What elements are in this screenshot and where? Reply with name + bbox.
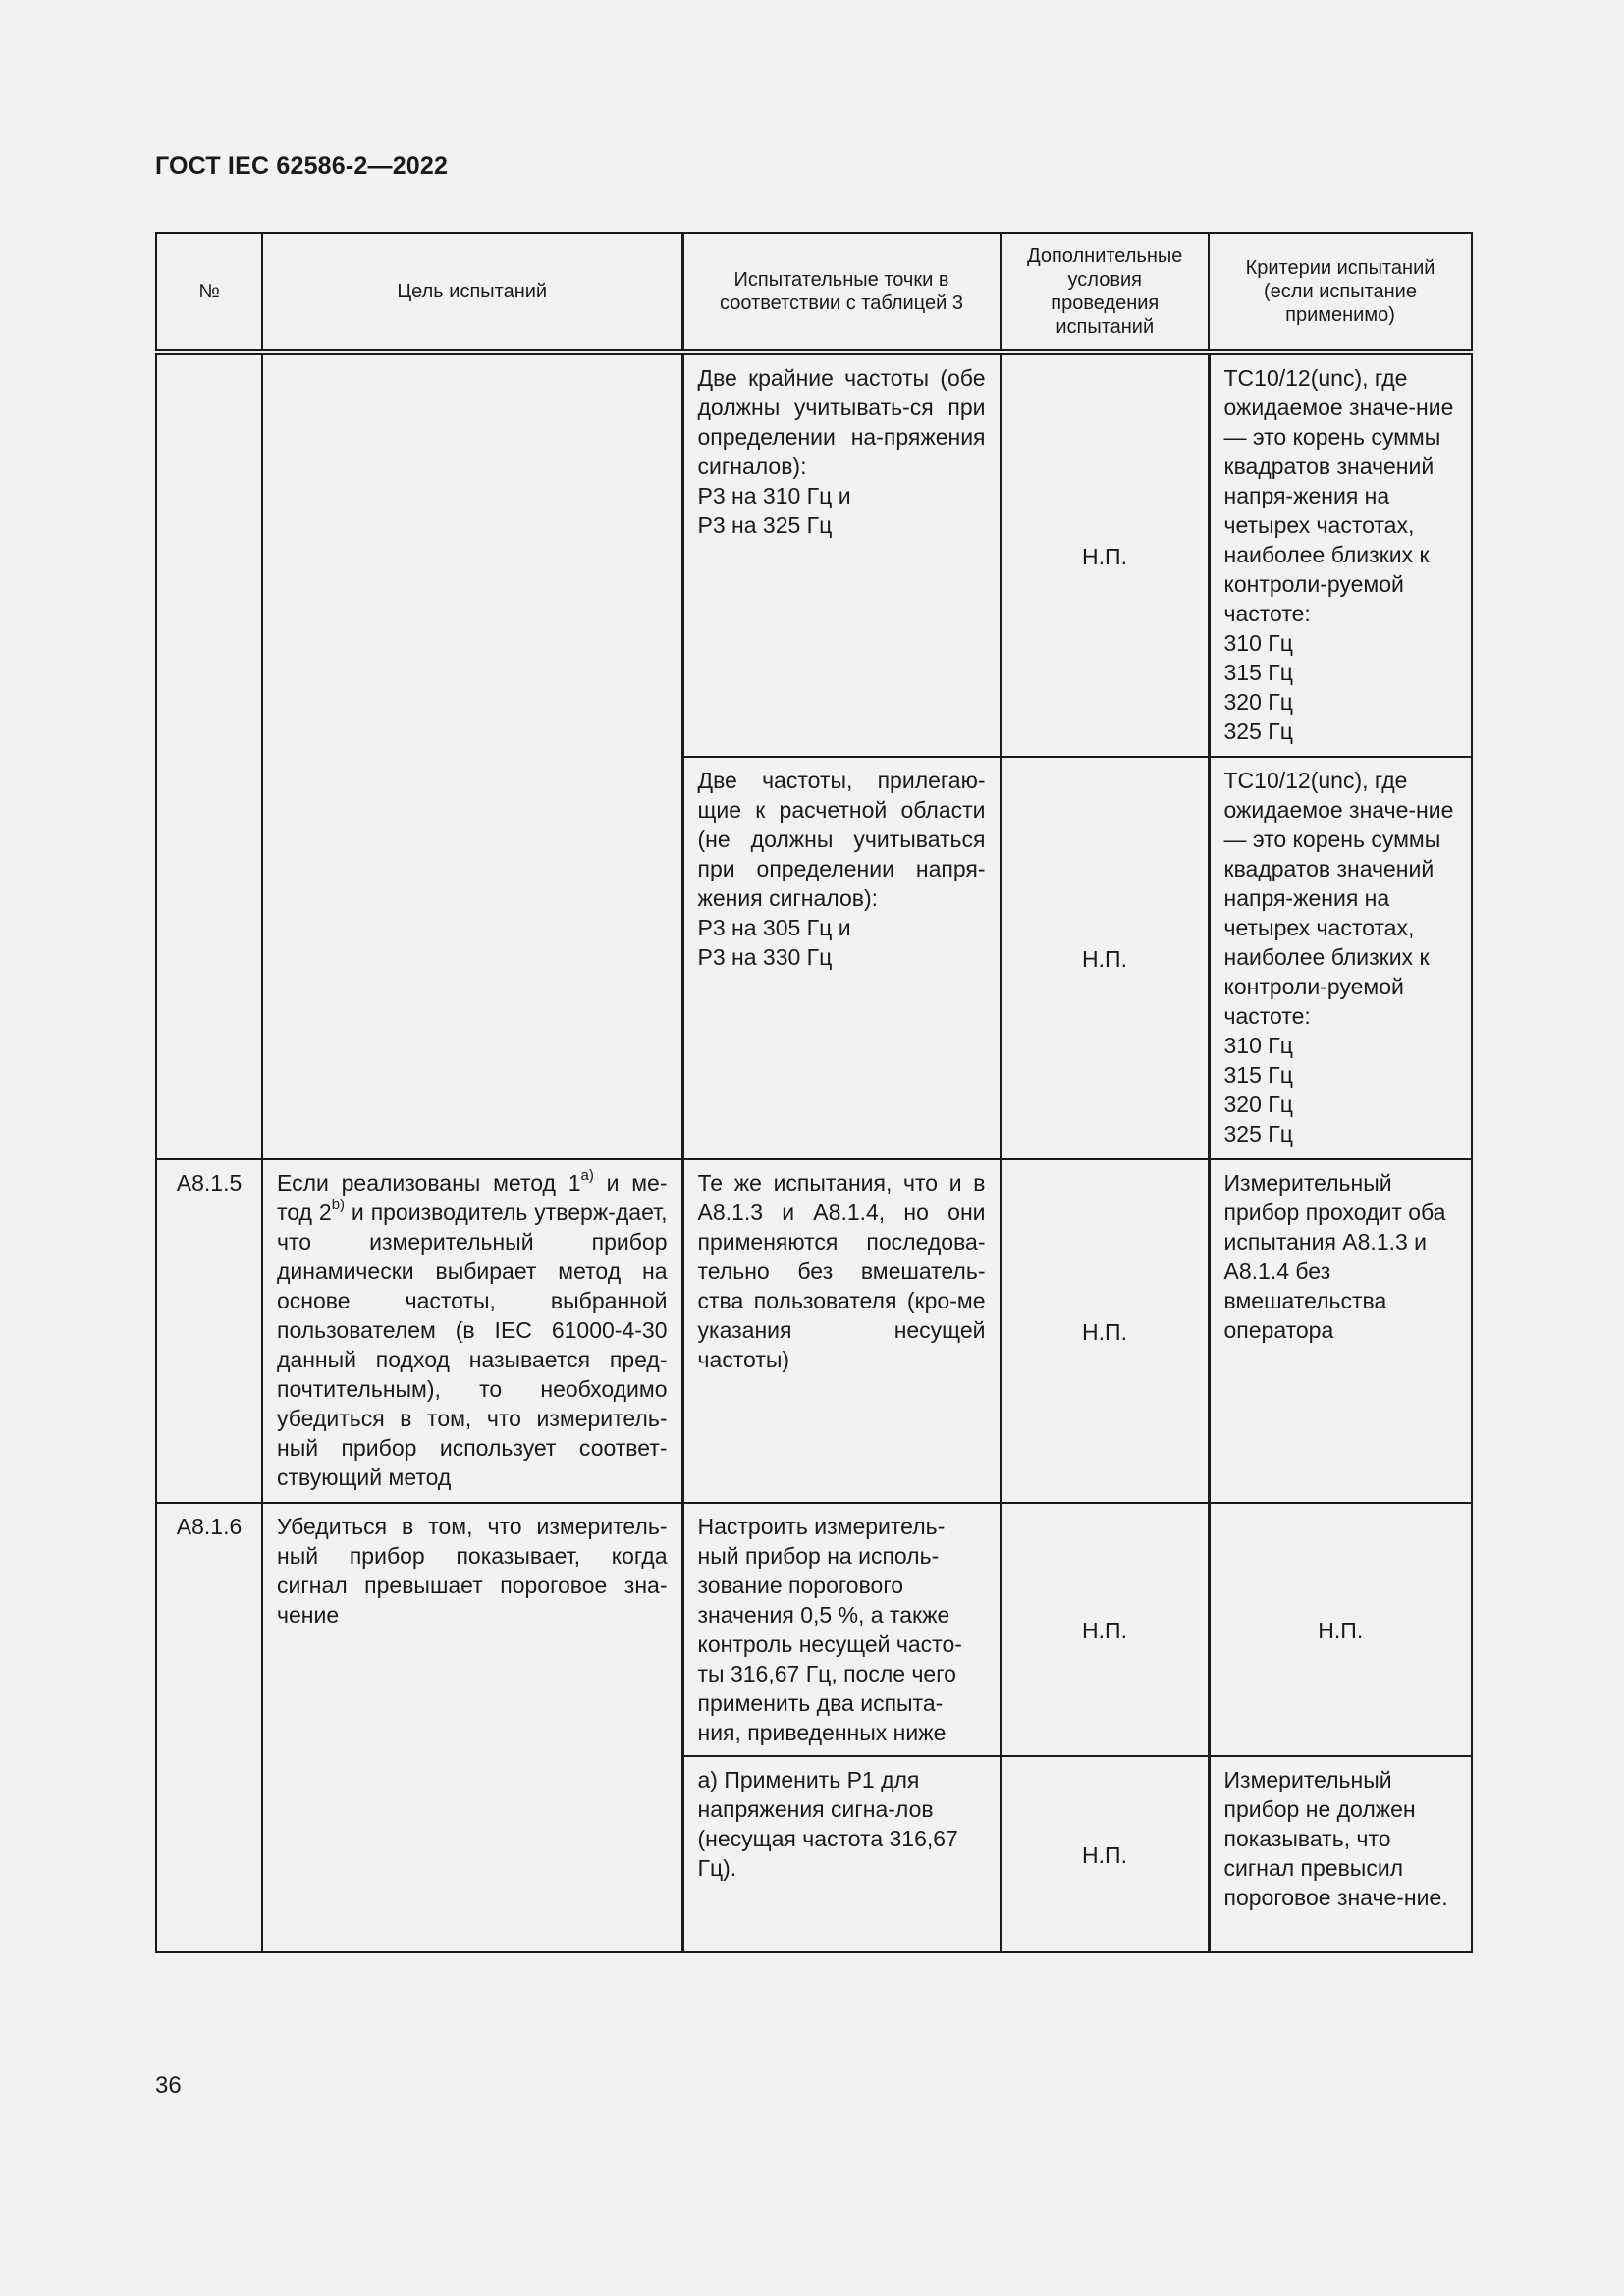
cell-conditions <box>1001 352 1209 757</box>
cell-criteria <box>1209 1756 1472 1952</box>
criteria-text: TC10/12(unc), где ожидаемое значе-ние — это корень суммы квадратов значений напря-жения на четырех частотах, наиболее близких к контроли-руемой частоте: 310 Гц 315 Гц 320 Гц 325 Гц <box>1223 768 1454 1147</box>
footnote-ref-a: a) <box>580 1167 594 1185</box>
cell-test-points <box>682 1756 1001 1952</box>
cell-conditions <box>1001 1159 1209 1503</box>
table-row <box>156 352 1472 757</box>
cell-test-points <box>682 1503 1001 1756</box>
test-points-text: Те же испытания, что и в A8.1.3 и A8.1.4, но они применяются последова-тельно без вмешатель-ства пользователя (кро-ме указания несущей частоты) <box>697 1170 986 1372</box>
cell-criteria <box>1209 1503 1472 1756</box>
column-header-criteria: Критерии испытаний (если испытание применимо) <box>1209 233 1472 352</box>
cell-number-empty <box>156 352 262 1159</box>
conditions-text: Н.П. <box>1082 1842 1127 1868</box>
cell-criteria <box>1209 757 1472 1159</box>
cell-goal <box>262 1159 682 1503</box>
table-row <box>156 1503 1472 1756</box>
cell-criteria <box>1209 352 1472 757</box>
cell-test-points <box>682 1159 1001 1503</box>
criteria-text: Измерительный прибор не должен показывать, что сигнал превысил пороговое значе-ние. <box>1223 1767 1448 1910</box>
footnote-ref-b: b) <box>331 1197 346 1214</box>
conditions-text: Н.П. <box>1082 1319 1127 1345</box>
cell-goal-empty <box>262 352 682 1159</box>
conditions-text: Н.П. <box>1082 544 1127 569</box>
column-header-number: № <box>156 233 262 352</box>
test-points-text: Две крайние частоты (обе должны учитывать-ся при определении на-пряжения сигналов): P3 на 310 Гц и P3 на 325 Гц <box>697 365 986 538</box>
page-number: 36 <box>155 2072 182 2099</box>
test-points-text: а) Применить P1 для напряжения сигна-лов (несущая частота 316,67 Гц). <box>697 1767 958 1881</box>
cell-test-points <box>682 352 1001 757</box>
goal-text: Убедиться в том, что измеритель-ный прибор показывает, когда сигнал превышает пороговое зна-чение <box>277 1514 668 1628</box>
test-points-text: Настроить измеритель-ный прибор на исполь-зование порогового значения 0,5 %, а также контроль несущей часто-ты 316,67 Гц, после чего применить два испыта-ния, приведенных ниже <box>697 1514 962 1745</box>
conditions-text: Н.П. <box>1082 1618 1127 1643</box>
document-header: ГОСТ IEC 62586-2—2022 <box>155 152 449 180</box>
cell-goal <box>262 1503 682 1952</box>
test-table <box>155 232 1473 1953</box>
column-header-test-points: Испытательные точки в соответствии с таблицей 3 <box>682 233 1001 352</box>
cell-conditions <box>1001 1503 1209 1756</box>
column-header-conditions: Дополнительные условия проведения испытаний <box>1001 233 1209 352</box>
item-number: A8.1.5 <box>176 1170 243 1196</box>
cell-criteria <box>1209 1159 1472 1503</box>
cell-number <box>156 1159 262 1503</box>
column-header-goal: Цель испытаний <box>262 233 682 352</box>
cell-conditions <box>1001 1756 1209 1952</box>
table-row <box>156 1159 1472 1503</box>
cell-conditions <box>1001 757 1209 1159</box>
cell-test-points <box>682 757 1001 1159</box>
goal-text <box>277 1168 668 1492</box>
conditions-text: Н.П. <box>1082 946 1127 972</box>
table-header-row <box>156 233 1472 352</box>
criteria-text: TC10/12(unc), где ожидаемое значе-ние — это корень суммы квадратов значений напря-жения на четырех частотах, наиболее близких к контроли-руемой частоте: 310 Гц 315 Гц 320 Гц 325 Гц <box>1223 365 1454 744</box>
criteria-text: Измерительный прибор проходит оба испытания A8.1.3 и A8.1.4 без вмешательства оператора <box>1223 1170 1446 1343</box>
goal-text-part: и ме-тод 2 <box>277 1170 668 1225</box>
item-number: A8.1.6 <box>176 1514 243 1539</box>
cell-number <box>156 1503 262 1952</box>
test-points-text: Две частоты, прилегаю-щие к расчетной области (не должны учитываться при определении напря-жения сигналов): P3 на 305 Гц и P3 на 330 Гц <box>697 768 986 970</box>
criteria-text: Н.П. <box>1318 1618 1364 1643</box>
goal-text-part: Если реализованы метод 1 <box>277 1170 581 1196</box>
goal-text-part: и производитель утверж-дает, что измерительный прибор динамически выбирает метод на основе частоты, выбранной пользователем (в IEC 61000-4-30 данный подход называется пред-почтительным), то необходимо убедиться в том, что измеритель-ный прибор использует соответ-ствующий метод <box>277 1200 668 1490</box>
